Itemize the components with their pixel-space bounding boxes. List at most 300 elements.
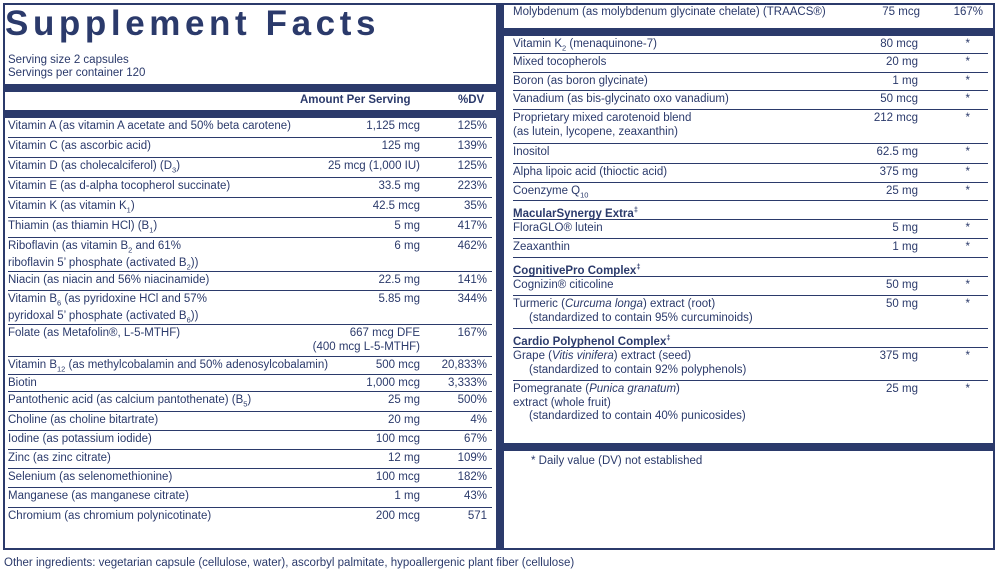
name-tail: (as methylcobalamin and 50% adenosylcobalamin) — [65, 359, 329, 371]
amount-value: 125 mg — [381, 140, 420, 152]
name-text: Turmeric ( — [513, 298, 565, 310]
amount-value: 25 mg — [388, 394, 420, 406]
latin-name: Punica granatum — [589, 383, 677, 395]
nutrient-row — [513, 296, 988, 329]
name-text: Zeaxanthin — [513, 241, 570, 253]
name-line-1 — [513, 222, 603, 234]
daily-value: 417% — [457, 220, 487, 232]
nutrient-name — [8, 120, 291, 134]
name-line-1 — [513, 166, 667, 178]
subscript: 10 — [580, 190, 589, 200]
subscript: 2 — [562, 43, 567, 53]
name-text: Niacin (as niacin and 56% niacinamide) — [8, 274, 210, 286]
nutrient-name — [8, 471, 172, 485]
nutrient-name — [8, 274, 209, 288]
daily-value: * — [965, 222, 970, 234]
amount-per-serving — [378, 180, 420, 194]
subscript: 12 — [57, 364, 66, 374]
name-text: Chromium (as chromium polynicotinate) — [8, 510, 212, 522]
amount-value: 5.85 mg — [378, 293, 420, 305]
daily-value: 462% — [457, 240, 487, 252]
amount-value: 5 mg — [394, 220, 420, 232]
amount-value: 22.5 mg — [378, 274, 420, 286]
name-line-1 — [513, 298, 715, 310]
amount-per-serving — [378, 274, 420, 288]
amount-per-serving — [886, 279, 918, 293]
daily-value: 109% — [457, 452, 487, 464]
name-line-1 — [8, 240, 181, 255]
name-text-2: pyridoxal 5’ phosphate (activated B — [8, 309, 187, 322]
name-line-1 — [8, 160, 181, 175]
nutrient-row — [8, 118, 492, 138]
name-line-1 — [513, 146, 549, 158]
nutrient-name — [8, 490, 189, 504]
amount-value: 50 mg — [886, 279, 918, 291]
daily-value: 125% — [457, 160, 487, 172]
amount-value: 1 mg — [394, 490, 420, 502]
daily-value: 223% — [457, 180, 487, 192]
amount-value-2: (400 mcg L-5-MTHF) — [312, 340, 420, 353]
dv-footnote: * Daily value (DV) not established — [531, 455, 703, 467]
nutrient-name — [8, 414, 158, 428]
subscript: 1 — [126, 205, 131, 215]
amount-per-serving — [876, 146, 918, 160]
nutrient-name — [513, 185, 588, 202]
daily-value: * — [965, 166, 970, 178]
nutrient-name — [513, 222, 603, 236]
nutrient-row — [513, 144, 988, 164]
name-line-1 — [513, 112, 691, 124]
amount-per-serving — [366, 377, 420, 391]
amount-per-serving — [382, 140, 420, 154]
amount-value: 200 mcg — [375, 510, 420, 522]
amount-per-serving — [882, 6, 920, 20]
superscript: ‡ — [666, 333, 671, 342]
name-text: Cardio Polyphenol Complex — [513, 335, 667, 348]
thick-rule-bottom-right — [504, 443, 993, 451]
thick-rule-top-right — [504, 28, 993, 36]
nutrient-name — [8, 220, 157, 237]
amount-per-serving — [394, 240, 420, 254]
nutrient-name — [513, 75, 648, 89]
latin-name: Curcuma longa — [564, 298, 643, 310]
name-tail: ) — [247, 394, 252, 406]
amount-per-serving — [378, 293, 420, 307]
amount-per-serving — [376, 471, 420, 485]
nutrient-row — [8, 431, 492, 450]
name-line-1 — [513, 6, 826, 18]
name-text: Grape ( — [513, 350, 552, 362]
amount-per-serving — [328, 160, 420, 174]
amount-value: 25 mcg (1,000 IU) — [327, 160, 420, 172]
amount-per-serving — [892, 222, 918, 236]
subscript: 1 — [149, 225, 154, 235]
name-tail: ) extract (root) — [642, 298, 716, 310]
servings-per-container: Servings per container 120 — [8, 67, 146, 79]
name-text: Thiamin (as thiamin HCl) (B — [8, 220, 150, 232]
nutrient-row — [513, 91, 988, 110]
nutrient-name — [8, 359, 328, 376]
name-text: MacularSynergy Extra — [513, 207, 634, 220]
amount-value: 62.5 mg — [876, 146, 918, 158]
name-line-1 — [8, 510, 211, 522]
superscript: ‡ — [636, 262, 641, 271]
subscript: 3 — [172, 165, 177, 175]
daily-value: * — [965, 185, 970, 197]
nutrient-row — [8, 198, 492, 218]
name-tail: and 61% — [132, 240, 181, 252]
name-line-1 — [513, 75, 648, 87]
name-text: Vitamin B — [8, 293, 58, 305]
name-line-1 — [8, 471, 172, 483]
name-text: Pantothenic acid (as calcium pantothenate) (B — [8, 394, 244, 406]
section-heading — [513, 258, 988, 277]
other-ingredients: Other ingredients: vegetarian capsule (cellulose, water), ascorbyl palmitate, hypoallergenic plant fiber (cellulose) — [4, 557, 575, 569]
name-text-2: riboflavin 5’ phosphate (activated B — [8, 256, 187, 269]
amount-value: 5 mg — [892, 222, 918, 234]
nutrient-row — [513, 348, 988, 381]
nutrient-name — [513, 298, 753, 325]
nutrient-row — [513, 164, 988, 183]
amount-value: 20 mg — [388, 414, 420, 426]
name-text: Vitamin K — [513, 38, 563, 50]
name-line-2 — [513, 126, 691, 140]
name-line-1 — [513, 56, 606, 68]
name-text-2: extract (whole fruit) — [513, 396, 611, 409]
amount-per-serving — [376, 433, 420, 447]
amount-value: 212 mcg — [873, 112, 918, 124]
amount-per-serving — [886, 298, 918, 312]
nutrient-row — [8, 272, 492, 291]
name-line-1 — [513, 262, 641, 277]
amount-per-serving — [394, 220, 420, 234]
amount-per-serving — [366, 120, 420, 134]
nutrient-name — [513, 112, 691, 139]
amount-per-serving — [880, 166, 918, 180]
amount-per-serving — [376, 510, 420, 524]
name-text: Cognizin® citicoline — [513, 279, 614, 291]
nutrient-row — [8, 138, 492, 158]
name-line-1 — [513, 279, 614, 291]
name-line-1 — [8, 200, 135, 215]
amount-value: 1,125 mcg — [366, 120, 420, 132]
daily-value: 571 — [467, 510, 487, 522]
nutrient-name — [8, 180, 230, 194]
nutrient-name — [8, 240, 198, 274]
name-text: Inositol — [513, 146, 550, 158]
nutrient-row — [8, 508, 492, 528]
nutrient-row — [513, 239, 988, 258]
dv-header: %DV — [458, 94, 485, 106]
name-text: Vitamin B — [8, 359, 58, 371]
daily-value: 500% — [457, 394, 487, 406]
name-line-1 — [8, 140, 151, 152]
amount-value: 6 mg — [394, 240, 420, 252]
amount-value: 20 mg — [886, 56, 918, 68]
amount-per-serving — [874, 112, 918, 126]
nutrient-name — [8, 160, 180, 177]
daily-value: 43% — [463, 490, 487, 502]
name-line-1 — [513, 383, 680, 395]
nutrient-row — [513, 110, 988, 144]
name-line-1 — [8, 120, 291, 132]
amount-value: 100 mcg — [375, 433, 420, 445]
nutrient-row — [8, 375, 492, 392]
daily-value: * — [965, 56, 970, 68]
amount-value: 375 mg — [879, 166, 918, 178]
amount-value: 100 mcg — [375, 471, 420, 483]
name-line-1 — [8, 394, 252, 409]
daily-value: 4% — [470, 414, 487, 426]
name-text: Vanadium (as bis-glycinato oxo vanadium) — [513, 93, 729, 105]
amount-per-serving — [886, 383, 918, 397]
name-text: Vitamin K (as vitamin K — [8, 200, 127, 212]
amount-per-serving — [892, 75, 918, 89]
daily-value: 35% — [463, 200, 487, 212]
nutrient-row — [8, 488, 492, 508]
name-line-1 — [513, 350, 691, 362]
nutrient-name — [513, 38, 657, 55]
panel-title: Supplement Facts — [5, 4, 381, 43]
nutrient-name — [513, 241, 570, 255]
nutrient-name — [513, 350, 746, 377]
name-text: Folate (as Metafolin®, L-5-MTHF) — [8, 327, 181, 339]
name-line-1 — [8, 274, 209, 286]
name-line-1 — [8, 359, 329, 374]
name-text: Coenzyme Q — [513, 185, 581, 197]
name-text: Pomegranate ( — [513, 383, 590, 395]
nutrient-name — [513, 56, 606, 70]
subscript: 6 — [186, 315, 191, 325]
amount-per-serving — [388, 452, 420, 466]
daily-value: 167% — [953, 6, 983, 18]
nutrient-row — [513, 73, 988, 91]
nutrient-name — [8, 394, 251, 411]
nutrient-name — [513, 331, 671, 349]
name-text: Vitamin D (as cholecalciferol) (D — [8, 160, 173, 172]
amount-per-serving — [373, 200, 420, 214]
column-divider — [496, 3, 504, 550]
amount-value: 75 mcg — [882, 6, 920, 18]
daily-value: * — [965, 146, 970, 158]
amount-per-serving — [880, 350, 918, 364]
name-text-2: (as lutein, lycopene, zeaxanthin) — [513, 125, 678, 138]
nutrient-name — [8, 200, 135, 217]
name-tail: ) — [130, 200, 135, 212]
nutrient-name — [513, 260, 641, 278]
amount-value: 1 mg — [892, 241, 918, 253]
name-line-1 — [8, 414, 158, 426]
amount-value: 12 mg — [388, 452, 420, 464]
name-text-2: (standardized to contain 92% polyphenols) — [529, 363, 747, 376]
nutrient-row — [8, 325, 492, 357]
thick-rule-under-header — [5, 110, 496, 118]
name-tail: ) — [153, 220, 158, 232]
name-text: Boron (as boron glycinate) — [513, 75, 648, 87]
amount-value: 500 mcg — [375, 359, 420, 371]
daily-value: * — [965, 383, 970, 395]
name-text-2: (standardized to contain 95% curcuminoids) — [529, 311, 753, 324]
nutrient-name — [513, 166, 667, 180]
nutrient-name — [8, 452, 111, 466]
thick-rule-top-left — [5, 84, 496, 92]
name-text-3: (standardized to contain 40% punicosides) — [529, 410, 746, 422]
nutrient-name — [8, 510, 211, 524]
daily-value: * — [965, 75, 970, 87]
name-line-1 — [513, 333, 671, 348]
amount-per-serving — [886, 56, 918, 70]
amount-value: 33.5 mg — [378, 180, 420, 192]
section-heading — [513, 329, 988, 348]
daily-value: * — [965, 350, 970, 362]
name-text: Biotin — [8, 377, 37, 389]
name-line-2 — [513, 397, 746, 411]
name-text: CognitivePro Complex — [513, 264, 637, 277]
amount-per-serving — [394, 490, 420, 504]
name-tail: ) — [176, 160, 181, 172]
name-line-1 — [8, 327, 180, 339]
name-text: Molybdenum (as molybdenum glycinate chelate) (TRAACS®) — [513, 6, 826, 18]
name-tail: (menaquinone-7) — [566, 38, 657, 50]
name-text: Vitamin C (as ascorbic acid) — [8, 140, 151, 152]
amount-per-serving — [880, 93, 918, 107]
daily-value: * — [965, 241, 970, 253]
amount-per-serving — [376, 359, 420, 373]
name-text: Proprietary mixed carotenoid blend — [513, 112, 692, 124]
daily-value: * — [965, 298, 970, 310]
nutrient-row — [8, 450, 492, 469]
name-line-1 — [513, 38, 657, 53]
nutrient-row — [8, 392, 492, 412]
nutrient-row — [8, 238, 492, 272]
name-text: Selenium (as selenomethionine) — [8, 471, 173, 483]
nutrient-row — [8, 178, 492, 198]
amount-per-serving — [388, 414, 420, 428]
daily-value: 3,333% — [447, 377, 487, 389]
daily-value: 167% — [457, 327, 487, 339]
name-line-1 — [513, 205, 638, 220]
name-line-3 — [513, 410, 746, 424]
amount-per-serving — [886, 185, 918, 199]
name-text: Mixed tocopherols — [513, 56, 607, 68]
nutrient-name — [513, 383, 746, 424]
daily-value: 139% — [457, 140, 487, 152]
section-heading — [513, 201, 988, 220]
nutrient-name — [8, 377, 37, 391]
daily-value: 344% — [457, 293, 487, 305]
nutrient-row — [513, 381, 988, 423]
daily-value: 67% — [463, 433, 487, 445]
amount-per-serving — [892, 241, 918, 255]
subscript: 6 — [57, 298, 62, 308]
name-line-1 — [8, 180, 230, 192]
name-text: FloraGLO® lutein — [513, 222, 603, 234]
nutrient-row — [513, 183, 988, 201]
latin-name: Vitis vinifera — [552, 350, 614, 362]
daily-value: 20,833% — [441, 359, 487, 371]
name-text: Vitamin A (as vitamin A acetate and 50% beta carotene) — [8, 120, 291, 132]
name-tail-2: )) — [190, 309, 199, 322]
nutrient-name — [513, 279, 614, 293]
daily-value: 141% — [457, 274, 487, 286]
name-text: Zinc (as zinc citrate) — [8, 452, 111, 464]
amount-per-serving — [388, 394, 420, 408]
name-text: Alpha lipoic acid (thioctic acid) — [513, 166, 668, 178]
name-text: Riboflavin (as vitamin B — [8, 240, 129, 252]
amount-value: 50 mcg — [880, 93, 918, 105]
nutrient-row — [513, 36, 988, 54]
nutrient-row — [8, 291, 492, 325]
amount-per-serving — [880, 38, 918, 52]
name-line-1 — [8, 433, 152, 445]
nutrient-name — [8, 327, 180, 341]
name-tail: (as pyridoxine HCl and 57% — [61, 293, 207, 305]
amount-value: 80 mcg — [880, 38, 918, 50]
name-tail-2: )) — [190, 256, 199, 269]
nutrient-name — [513, 146, 549, 160]
daily-value: * — [965, 112, 970, 124]
subscript: 2 — [186, 262, 191, 272]
name-line-1 — [513, 241, 570, 253]
name-line-1 — [513, 93, 729, 105]
nutrient-row — [513, 54, 988, 73]
daily-value: 125% — [457, 120, 487, 132]
amount-value: 25 mg — [886, 383, 918, 395]
nutrient-name — [8, 433, 152, 447]
daily-value: * — [965, 38, 970, 50]
nutrient-row — [513, 277, 988, 296]
subscript: 5 — [243, 399, 248, 409]
name-tail: ) — [676, 383, 680, 395]
nutrient-name — [8, 140, 151, 154]
amount-value: 667 mcg DFE — [349, 327, 420, 339]
amount-value: 375 mg — [879, 350, 918, 362]
name-text: Manganese (as manganese citrate) — [8, 490, 189, 502]
nutrient-name — [513, 203, 638, 221]
daily-value: 182% — [457, 471, 487, 483]
amount-value: 1 mg — [892, 75, 918, 87]
name-text: Vitamin E (as d-alpha tocopherol succinate) — [8, 180, 231, 192]
name-line-1 — [513, 185, 589, 200]
amount-per-serving-header: Amount Per Serving — [300, 94, 411, 106]
nutrient-row — [8, 357, 492, 375]
name-line-1 — [8, 220, 158, 235]
name-line-2 — [513, 312, 753, 326]
name-text: Choline (as choline bitartrate) — [8, 414, 159, 426]
superscript: ‡ — [633, 205, 638, 214]
amount-value: 1,000 mcg — [366, 377, 420, 389]
nutrient-row — [8, 158, 492, 178]
amount-value: 42.5 mcg — [372, 200, 420, 212]
name-line-1 — [8, 452, 111, 464]
nutrient-row — [513, 4, 988, 28]
name-line-1 — [8, 293, 207, 308]
name-text: Iodine (as potassium iodide) — [8, 433, 152, 445]
amount-per-serving — [313, 327, 420, 354]
nutrient-row — [8, 218, 492, 238]
subscript: 2 — [128, 245, 133, 255]
amount-value: 50 mg — [886, 298, 918, 310]
daily-value: * — [965, 93, 970, 105]
nutrient-name — [513, 93, 729, 107]
nutrient-name — [513, 6, 826, 20]
nutrient-row — [8, 412, 492, 431]
amount-value: 25 mg — [886, 185, 918, 197]
serving-size: Serving size 2 capsules — [8, 54, 129, 66]
daily-value: * — [965, 279, 970, 291]
name-line-1 — [8, 490, 189, 502]
name-line-1 — [8, 377, 37, 389]
